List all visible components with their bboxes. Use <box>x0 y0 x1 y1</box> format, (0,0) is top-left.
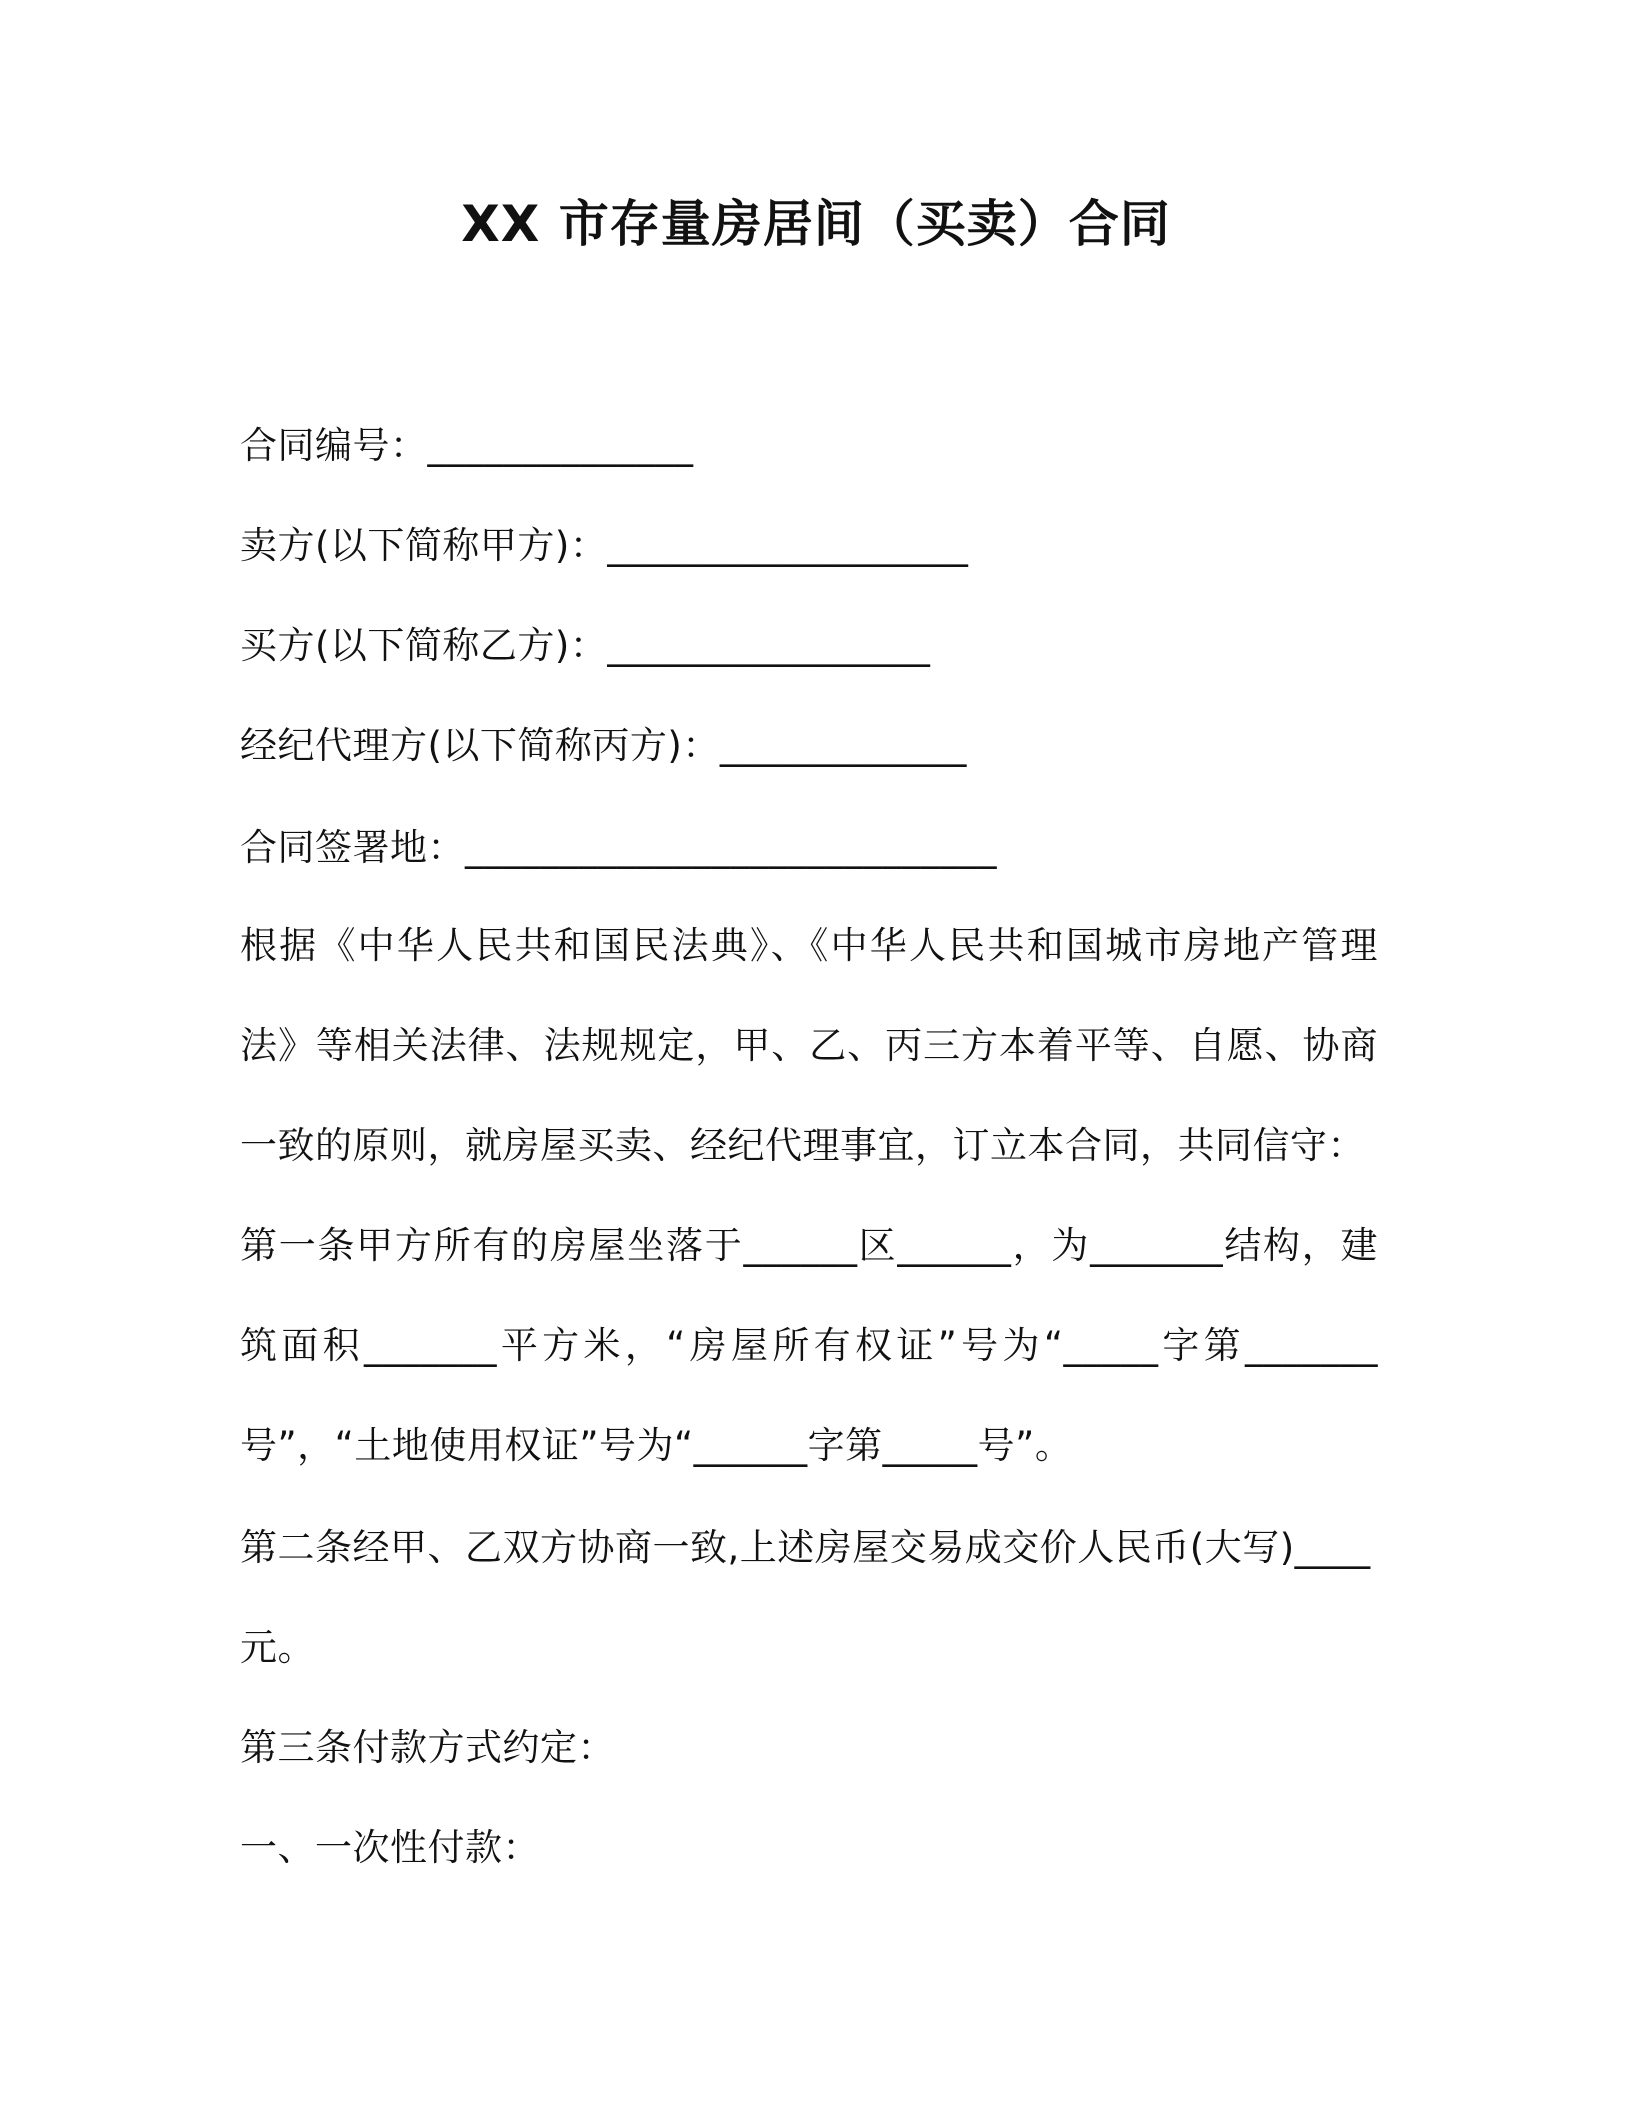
article-1-line-2: 筑面积_______平方米，“房屋所有权证”号为“_____字第_______ <box>240 1324 1378 1367</box>
contract-number-line: 合同编号：______________ <box>240 424 694 467</box>
preamble-line-1: 根据《中华人民共和国民法典》、《中华人民共和国城市房地产管理 <box>240 924 1378 967</box>
article-1-line-1: 第一条甲方所有的房屋坐落于______区______，为_______结构，建 <box>240 1224 1378 1267</box>
buyer-line: 买方(以下简称乙方)：_________________ <box>240 624 931 667</box>
seller-line: 卖方(以下简称甲方)：___________________ <box>240 524 969 567</box>
preamble-line-3: 一致的原则，就房屋买卖、经纪代理事宜，订立本合同，共同信守： <box>240 1124 1365 1167</box>
agent-line: 经纪代理方(以下简称丙方)：_____________ <box>240 724 967 767</box>
article-2-line-2: 元。 <box>240 1626 315 1669</box>
lump-sum-payment-heading: 一、一次性付款： <box>240 1826 540 1869</box>
article-2-line-1: 第二条经甲、乙双方协商一致,上述房屋交易成交价人民币(大写)____ <box>240 1526 1371 1569</box>
document-title: XX 市存量房居间（买卖）合同 <box>461 195 1171 253</box>
article-3-heading: 第三条付款方式约定： <box>240 1726 615 1769</box>
article-1-line-3: 号”，“土地使用权证”号为“______字第_____号”。 <box>240 1424 1073 1467</box>
signing-place-line: 合同签署地：____________________________ <box>240 826 997 869</box>
preamble-line-2: 法》等相关法律、法规规定，甲、乙、丙三方本着平等、自愿、协商 <box>240 1024 1378 1067</box>
